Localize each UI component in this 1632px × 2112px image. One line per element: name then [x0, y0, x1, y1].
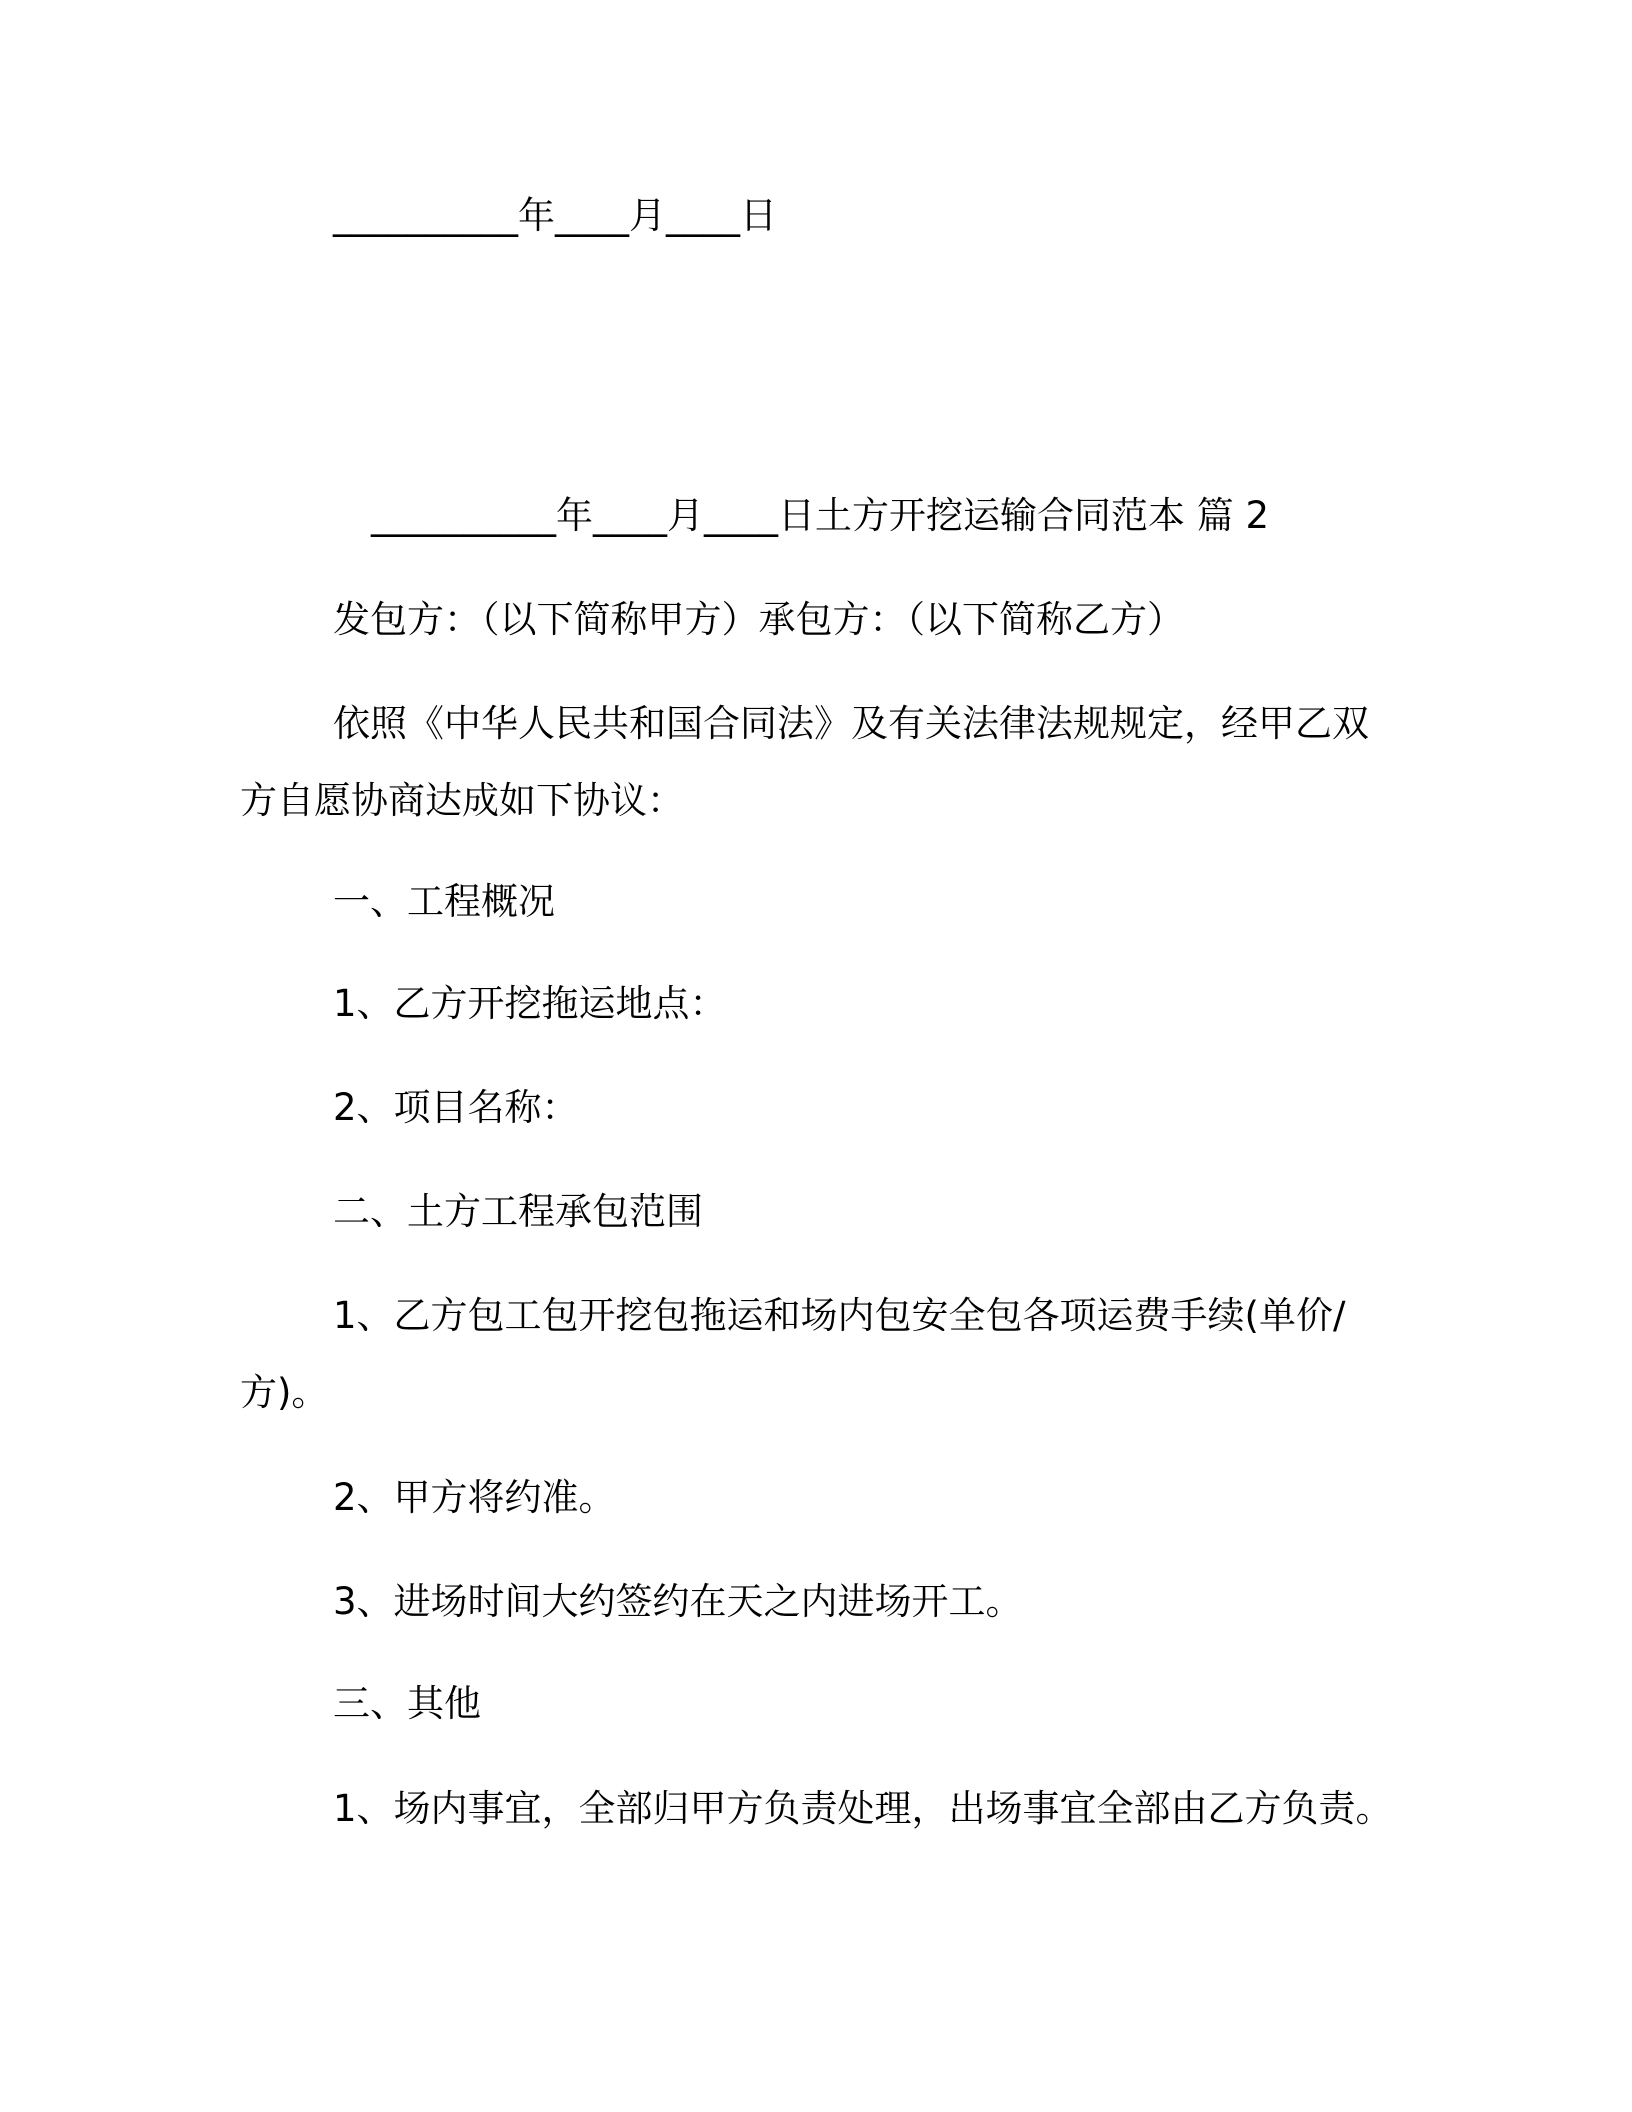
document-title: __________年____月____日土方开挖运输合同范本 篇 2	[371, 494, 1270, 537]
section-2-item-1-line-1: 1、乙方包工包开挖包拖运和场内包安全包各项运费手续(单价/	[333, 1294, 1346, 1337]
intro-line-1: 依照《中华人民共和国合同法》及有关法律法规规定，经甲乙双	[333, 702, 1369, 745]
section-2-item-2: 2、甲方将约准。	[333, 1476, 616, 1519]
parties-line: 发包方：（以下简称甲方）承包方：（以下简称乙方）	[333, 598, 1184, 641]
section-2-item-1-line-2: 方)。	[240, 1371, 329, 1414]
section-3-item-1: 1、场内事宜，全部归甲方负责处理，出场事宜全部由乙方负责。	[333, 1787, 1393, 1830]
section-2-heading: 二、土方工程承包范围	[333, 1190, 703, 1233]
date-line: __________年____月____日	[333, 194, 777, 237]
intro-line-2: 方自愿协商达成如下协议：	[240, 779, 684, 822]
section-1-item-2: 2、项目名称：	[333, 1086, 579, 1129]
section-2-item-3: 3、进场时间大约签约在天之内进场开工。	[333, 1580, 1023, 1623]
section-1-heading: 一、工程概况	[333, 880, 555, 923]
section-3-heading: 三、其他	[333, 1682, 481, 1725]
section-1-item-1: 1、乙方开挖拖运地点：	[333, 982, 727, 1025]
